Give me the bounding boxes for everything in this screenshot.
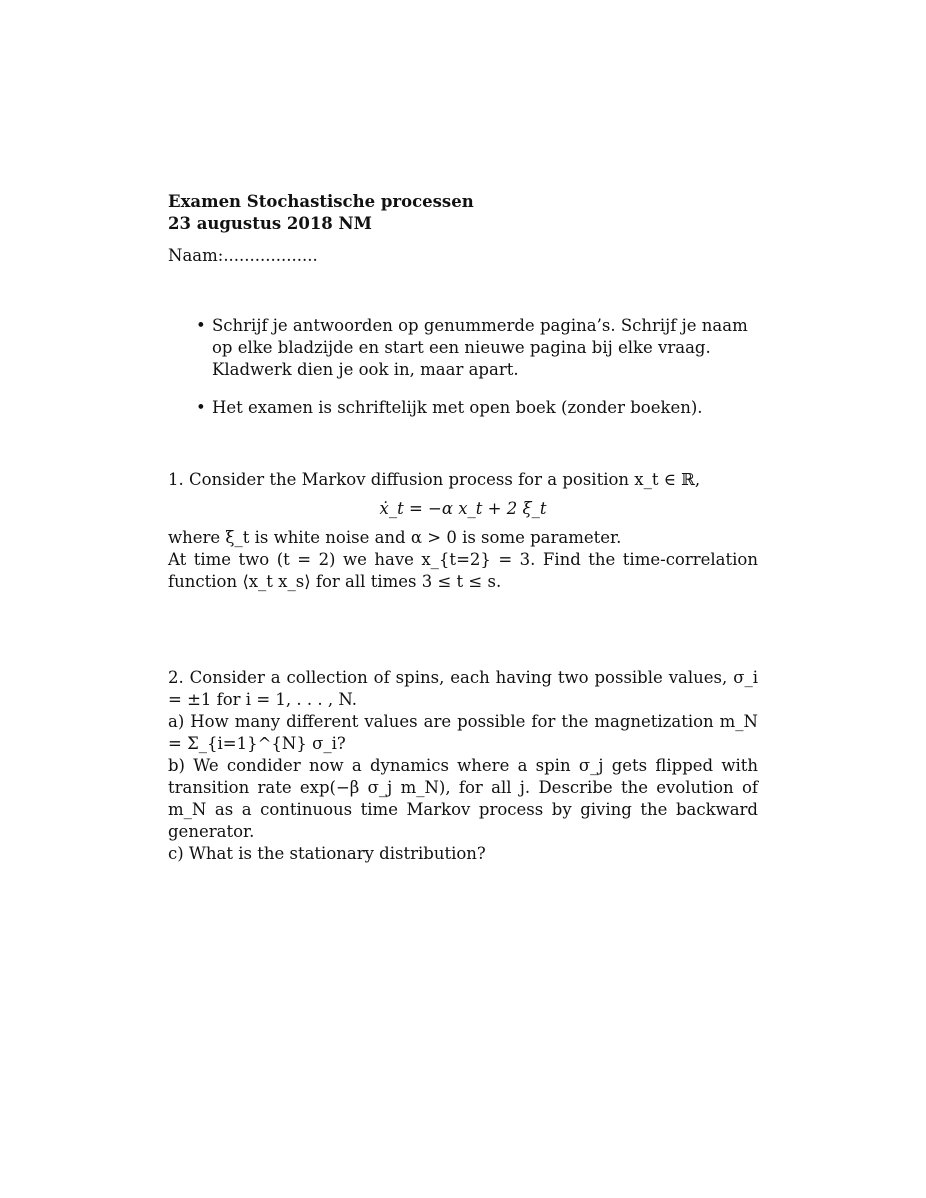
- instruction-item: [190, 397, 760, 419]
- bullet-icon: •: [196, 398, 206, 417]
- question-1: [168, 469, 758, 593]
- question-1-intro: 1. Consider the Markov diffusion process for a position x_t ∈ ℝ,: [168, 470, 701, 489]
- question-2: [168, 667, 758, 865]
- instruction-text: Schrijf je antwoorden op genummerde pagina’s. Schrijf je naam op elke bladzijde en start een nieuwe pagina bij elke vraag. Kladwerk dien je ook in, maar apart.: [212, 316, 748, 379]
- exam-title: Examen Stochastische processen: [168, 192, 474, 211]
- title-block: [168, 191, 474, 235]
- instruction-text: Het examen is schriftelijk met open boek (zonder boeken).: [212, 398, 703, 417]
- instruction-item: [190, 315, 760, 381]
- exam-date: 23 augustus 2018 NM: [168, 214, 372, 233]
- question-1-line2: At time two (t = 2) we have x_{t=2} = 3. Find the time-correlation function ⟨x_t x_s⟩ for all times 3 ≤ t ≤ s.: [168, 550, 758, 591]
- question-2-part-c: c) What is the stationary distribution?: [168, 844, 486, 863]
- question-2-intro: 2. Consider a collection of spins, each having two possible values, σ_i = ±1 for i = 1, . . . , N.: [168, 668, 758, 709]
- question-1-equation: ẋ_t = −α x_t + 2 ξ_t: [379, 499, 547, 518]
- question-2-part-b: b) We condider now a dynamics where a spin σ_j gets flipped with transition rate exp(−β σ_j m_N), for all j. Describe the evolution of m_N as a continuous time Markov process by giving the backward generator.: [168, 756, 758, 841]
- question-1-line1: where ξ_t is white noise and α > 0 is some parameter.: [168, 528, 622, 547]
- instructions-list: [190, 315, 760, 435]
- name-field: Naam:..................: [168, 246, 318, 265]
- bullet-icon: •: [196, 316, 206, 335]
- question-2-part-a: a) How many different values are possible for the magnetization m_N = Σ_{i=1}^{N} σ_i?: [168, 712, 758, 753]
